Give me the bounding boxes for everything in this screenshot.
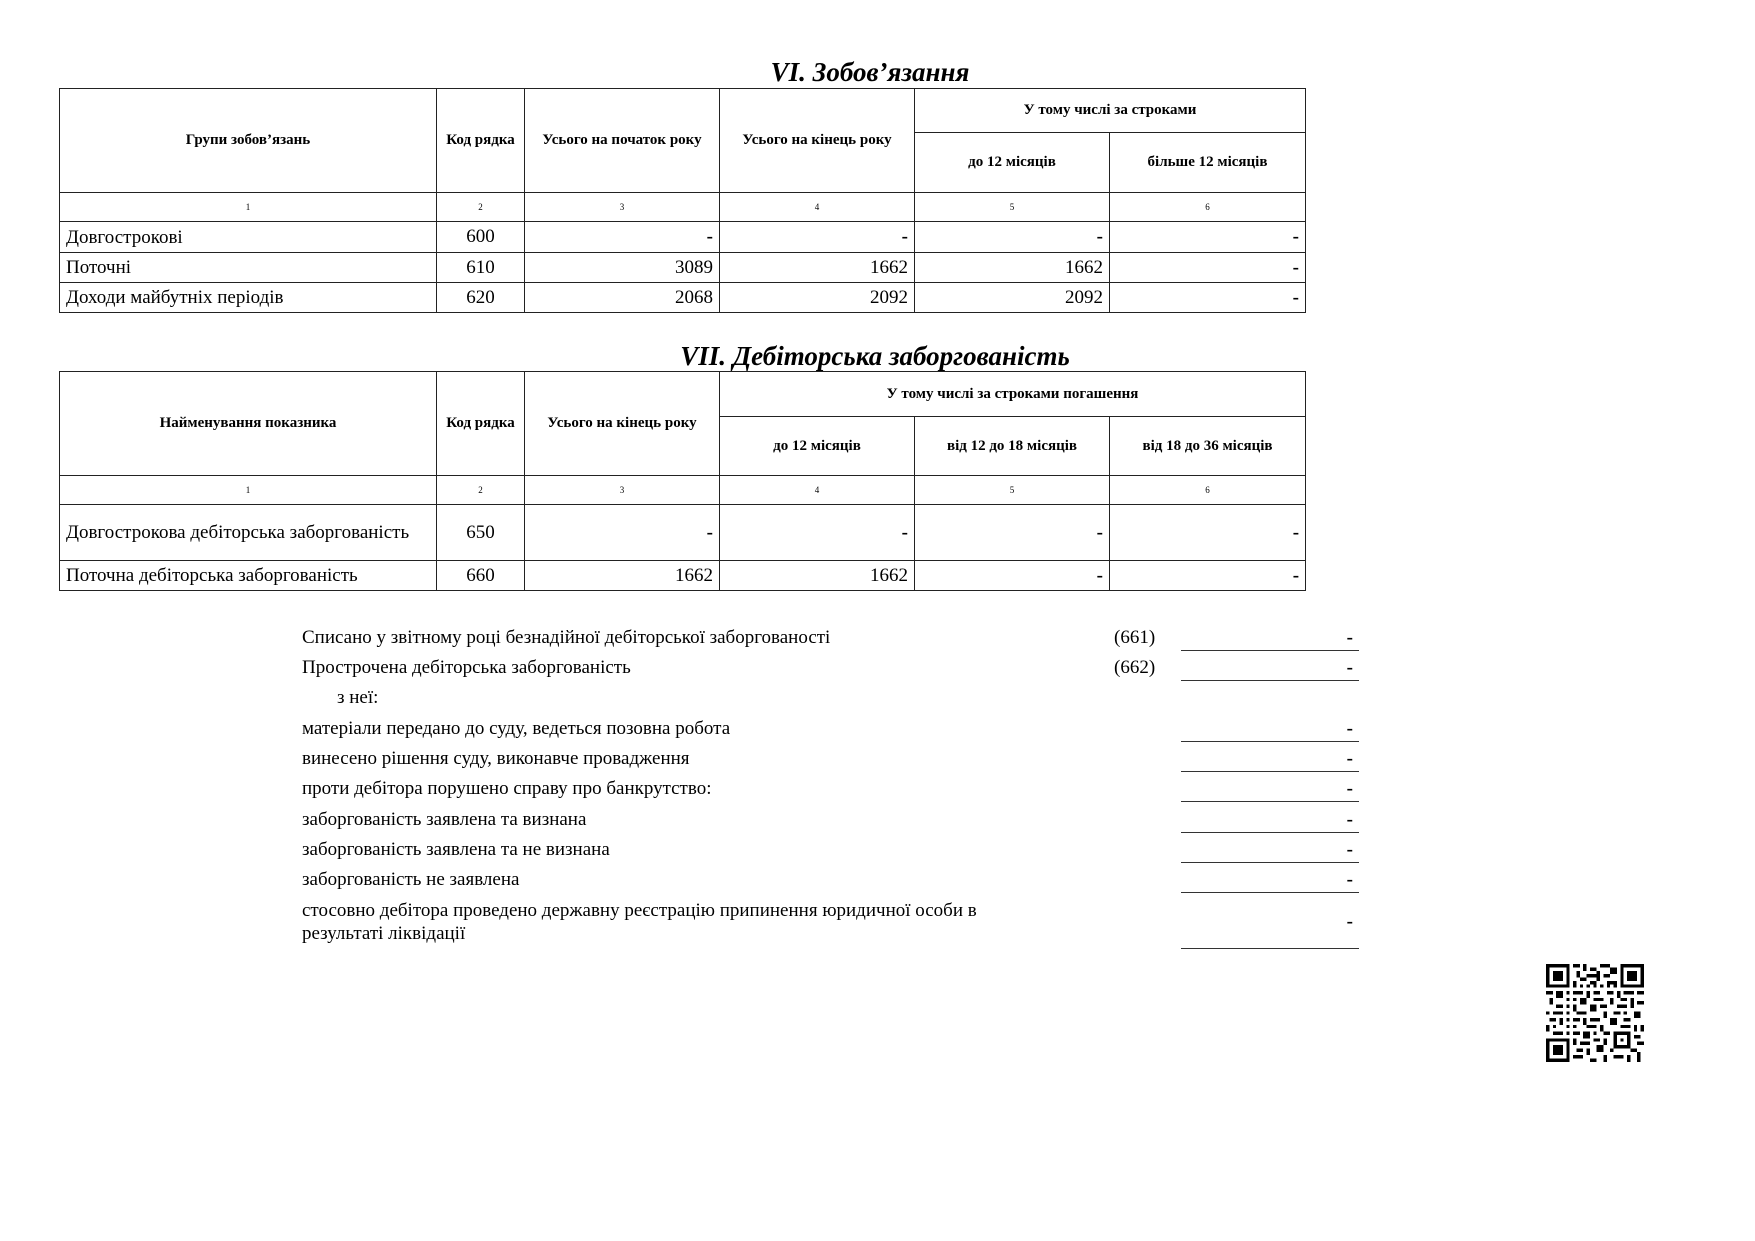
cell-start-year: 3089	[525, 253, 720, 283]
cell-up-to-12: 1662	[915, 253, 1110, 283]
column-number: 2	[437, 193, 525, 222]
cell-12-18: -	[915, 505, 1110, 561]
detail-value-declared-recognized: -	[1181, 808, 1359, 833]
cell-up-to-12: 2092	[915, 283, 1110, 313]
table-row	[60, 222, 1306, 253]
header-end-year: Усього на кінець року	[525, 372, 720, 476]
table-row	[60, 253, 1306, 283]
row-code: 610	[437, 253, 525, 283]
cell-up-to-12: -	[720, 505, 915, 561]
cell-start-year: 2068	[525, 283, 720, 313]
detail-value-661: -	[1181, 626, 1359, 651]
row-label: Поточні	[60, 253, 437, 283]
cell-end-year: 1662	[525, 561, 720, 591]
header-group: Групи зобов’язань	[60, 89, 437, 193]
cell-18-36: -	[1110, 505, 1306, 561]
cell-end-year: 1662	[720, 253, 915, 283]
header-end-year: Усього на кінець року	[720, 89, 915, 193]
detail-label-not-declared: заборгованість не заявлена	[302, 869, 520, 890]
detail-value-declared-not-recognized: -	[1181, 838, 1359, 863]
row-code: 660	[437, 561, 525, 591]
detail-label-declared-recognized: заборгованість заявлена та визнана	[302, 809, 587, 830]
table-row	[60, 505, 1306, 561]
detail-label-liquidation-line2: результаті ліквідації	[302, 923, 466, 944]
column-number: 6	[1110, 193, 1306, 222]
column-number-row	[60, 193, 1306, 222]
header-code: Код рядка	[437, 89, 525, 193]
detail-label-court-materials: матеріали передано до суду, ведеться позовна робота	[302, 718, 731, 739]
column-number: 1	[60, 193, 437, 222]
detail-value-662: -	[1181, 656, 1359, 681]
header-by-terms: У тому числі за строками погашення	[720, 372, 1306, 417]
table-row	[60, 561, 1306, 591]
column-number: 6	[1110, 476, 1306, 505]
header-over-12: більше 12 місяців	[1110, 133, 1306, 193]
cell-end-year: -	[720, 222, 915, 253]
cell-18-36: -	[1110, 561, 1306, 591]
header-by-terms: У тому числі за строками	[915, 89, 1306, 133]
header-up-to-12: до 12 місяців	[915, 133, 1110, 193]
column-number: 1	[60, 476, 437, 505]
cell-over-12: -	[1110, 283, 1306, 313]
column-number: 4	[720, 476, 915, 505]
row-label: Поточна дебіторська заборгованість	[60, 561, 437, 591]
row-code: 620	[437, 283, 525, 313]
detail-value-court-decision: -	[1181, 747, 1359, 772]
cell-end-year: -	[525, 505, 720, 561]
section-7-title: VII. Дебіторська заборгованість	[680, 341, 1070, 371]
qr-code-icon	[1546, 964, 1644, 1062]
receivables-table	[59, 371, 1306, 591]
column-number: 2	[437, 476, 525, 505]
detail-label-overdue: Прострочена дебіторська заборгованість	[302, 657, 631, 678]
header-up-to-12: до 12 місяців	[720, 417, 915, 476]
header-code: Код рядка	[437, 372, 525, 476]
section-6-title: VI. Зобов’язання	[770, 57, 970, 87]
row-code: 650	[437, 505, 525, 561]
cell-up-to-12: 1662	[720, 561, 915, 591]
detail-label-of-which: з неї:	[337, 687, 379, 708]
detail-label-liquidation: стосовно дебітора проведено державну реєстрацію припинення юридичної особи в	[302, 900, 977, 921]
cell-over-12: -	[1110, 253, 1306, 283]
detail-code-661: (661)	[1114, 627, 1156, 648]
row-label: Довгострокові	[60, 222, 437, 253]
liabilities-table	[59, 88, 1306, 313]
detail-value-liquidation: -	[1181, 899, 1359, 949]
header-name: Найменування показника	[60, 372, 437, 476]
detail-label-bankruptcy: проти дебітора порушено справу про банкрутство:	[302, 778, 712, 799]
header-start-year: Усього на початок року	[525, 89, 720, 193]
detail-value-bankruptcy: -	[1181, 777, 1359, 802]
column-number-row	[60, 476, 1306, 505]
detail-label-written-off: Списано у звітному році безнадійної дебіторської заборгованості	[302, 627, 831, 648]
detail-label-court-decision: винесено рішення суду, виконавче провадження	[302, 748, 690, 769]
detail-label-declared-not-recognized: заборгованість заявлена та не визнана	[302, 839, 610, 860]
column-number: 3	[525, 193, 720, 222]
cell-over-12: -	[1110, 222, 1306, 253]
cell-12-18: -	[915, 561, 1110, 591]
row-code: 600	[437, 222, 525, 253]
cell-start-year: -	[525, 222, 720, 253]
column-number: 5	[915, 193, 1110, 222]
cell-end-year: 2092	[720, 283, 915, 313]
table-row	[60, 283, 1306, 313]
cell-up-to-12: -	[915, 222, 1110, 253]
detail-value-not-declared: -	[1181, 868, 1359, 893]
detail-code-662: (662)	[1114, 657, 1156, 678]
detail-value-court-materials: -	[1181, 717, 1359, 742]
header-18-36: від 18 до 36 місяців	[1110, 417, 1306, 476]
row-label: Доходи майбутніх періодів	[60, 283, 437, 313]
header-12-18: від 12 до 18 місяців	[915, 417, 1110, 476]
column-number: 3	[525, 476, 720, 505]
column-number: 5	[915, 476, 1110, 505]
row-label: Довгострокова дебіторська заборгованість	[60, 505, 437, 561]
column-number: 4	[720, 193, 915, 222]
